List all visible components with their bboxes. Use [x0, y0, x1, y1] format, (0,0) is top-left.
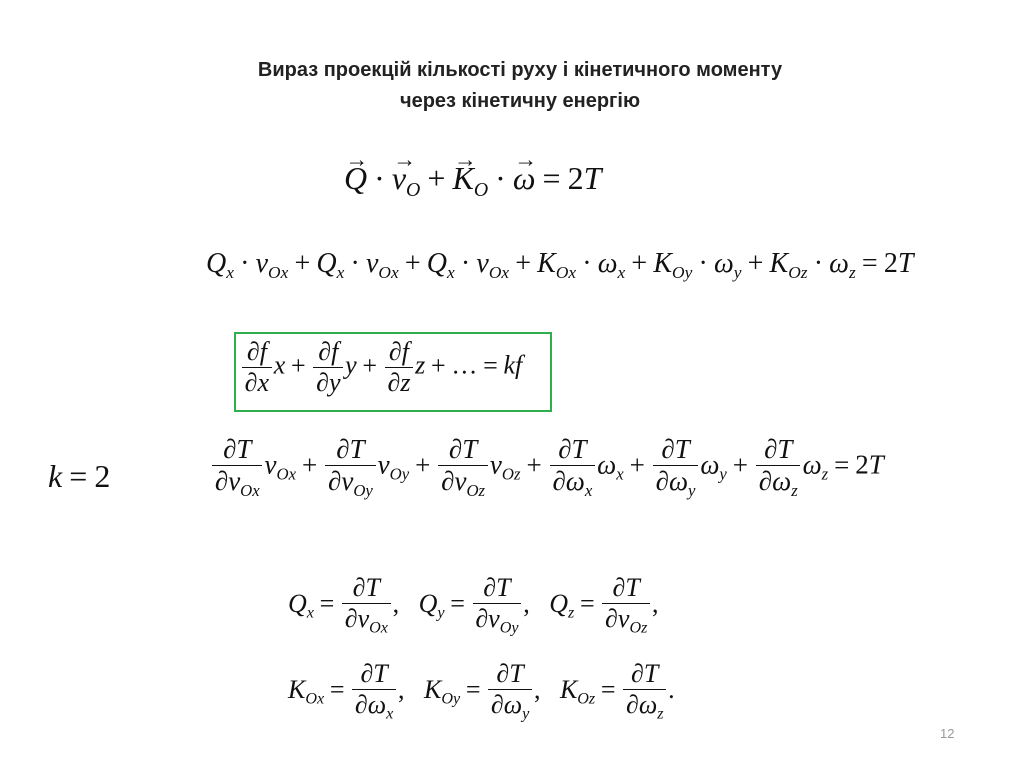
euler-theorem-equation: $\frac{\partial f}{\partial x}$ x + $\frac{\partial f}{\partial y}$ y + $\frac{\partial f}{\partial z}$ z + … = kf — [240, 338, 522, 397]
title-line-2: через кінетичну енергію — [399, 90, 641, 112]
page-number: 12 — [940, 726, 955, 741]
equation-momentum-components: $Q_x$ = $\frac{\partial T}{\partial v_{Ox}}$ , $Q_y$ = $\frac{\partial T}{\partial v_{Oy}}$ , $Q_z$ = $\frac{\partial T}{\partial v_{Oz}}$ , — [288, 573, 659, 637]
title-line-1: Вираз проекцій кількості руху і кінетичного моменту — [257, 59, 783, 81]
equation-projection-form: $Q_x \cdot v_{Ox} + Q_x \cdot v_{Ox} + Q_x \cdot v_{Ox} + K_{Ox} \cdot \omega_x + K_{Oy} \cdot \omega_y + K_{Oz} \cdot \omega_z = 2T$ — [206, 248, 914, 283]
equation-energy-derivatives: $\frac{\partial T}{\partial v_{Ox}}$ $v_{Ox}$ + $\frac{\partial T}{\partial v_{Oy}}$ $v_{Oy}$ + $\frac{\partial T}{\partial v_{Oz}}$ $v_{Oz}$ + $\frac{\partial T}{\partial\omega_x}$ $\omega_x$ + $\frac{\partial T}{\partial\omega_y}$ $\omega_y$ + $\frac{\partial T}{\partial\omega_z}$ $\omega_z = 2T$ — [210, 435, 884, 500]
degree-k-equals-2: k = 2 — [48, 458, 111, 494]
slide-title — [0, 55, 1024, 117]
equation-vector-form: → $Q \cdot\to v_O +\to K_O \cdot\to \omega = 2T$ — [344, 160, 601, 202]
equation-angular-momentum-components: $K_{Ox}$ = $\frac{\partial T}{\partial\omega_x}$ , $K_{Oy}$ = $\frac{\partial T}{\partial\omega_y}$ , $K_{Oz}$ = $\frac{\partial T}{\partial\omega_z}$ . — [288, 659, 675, 723]
